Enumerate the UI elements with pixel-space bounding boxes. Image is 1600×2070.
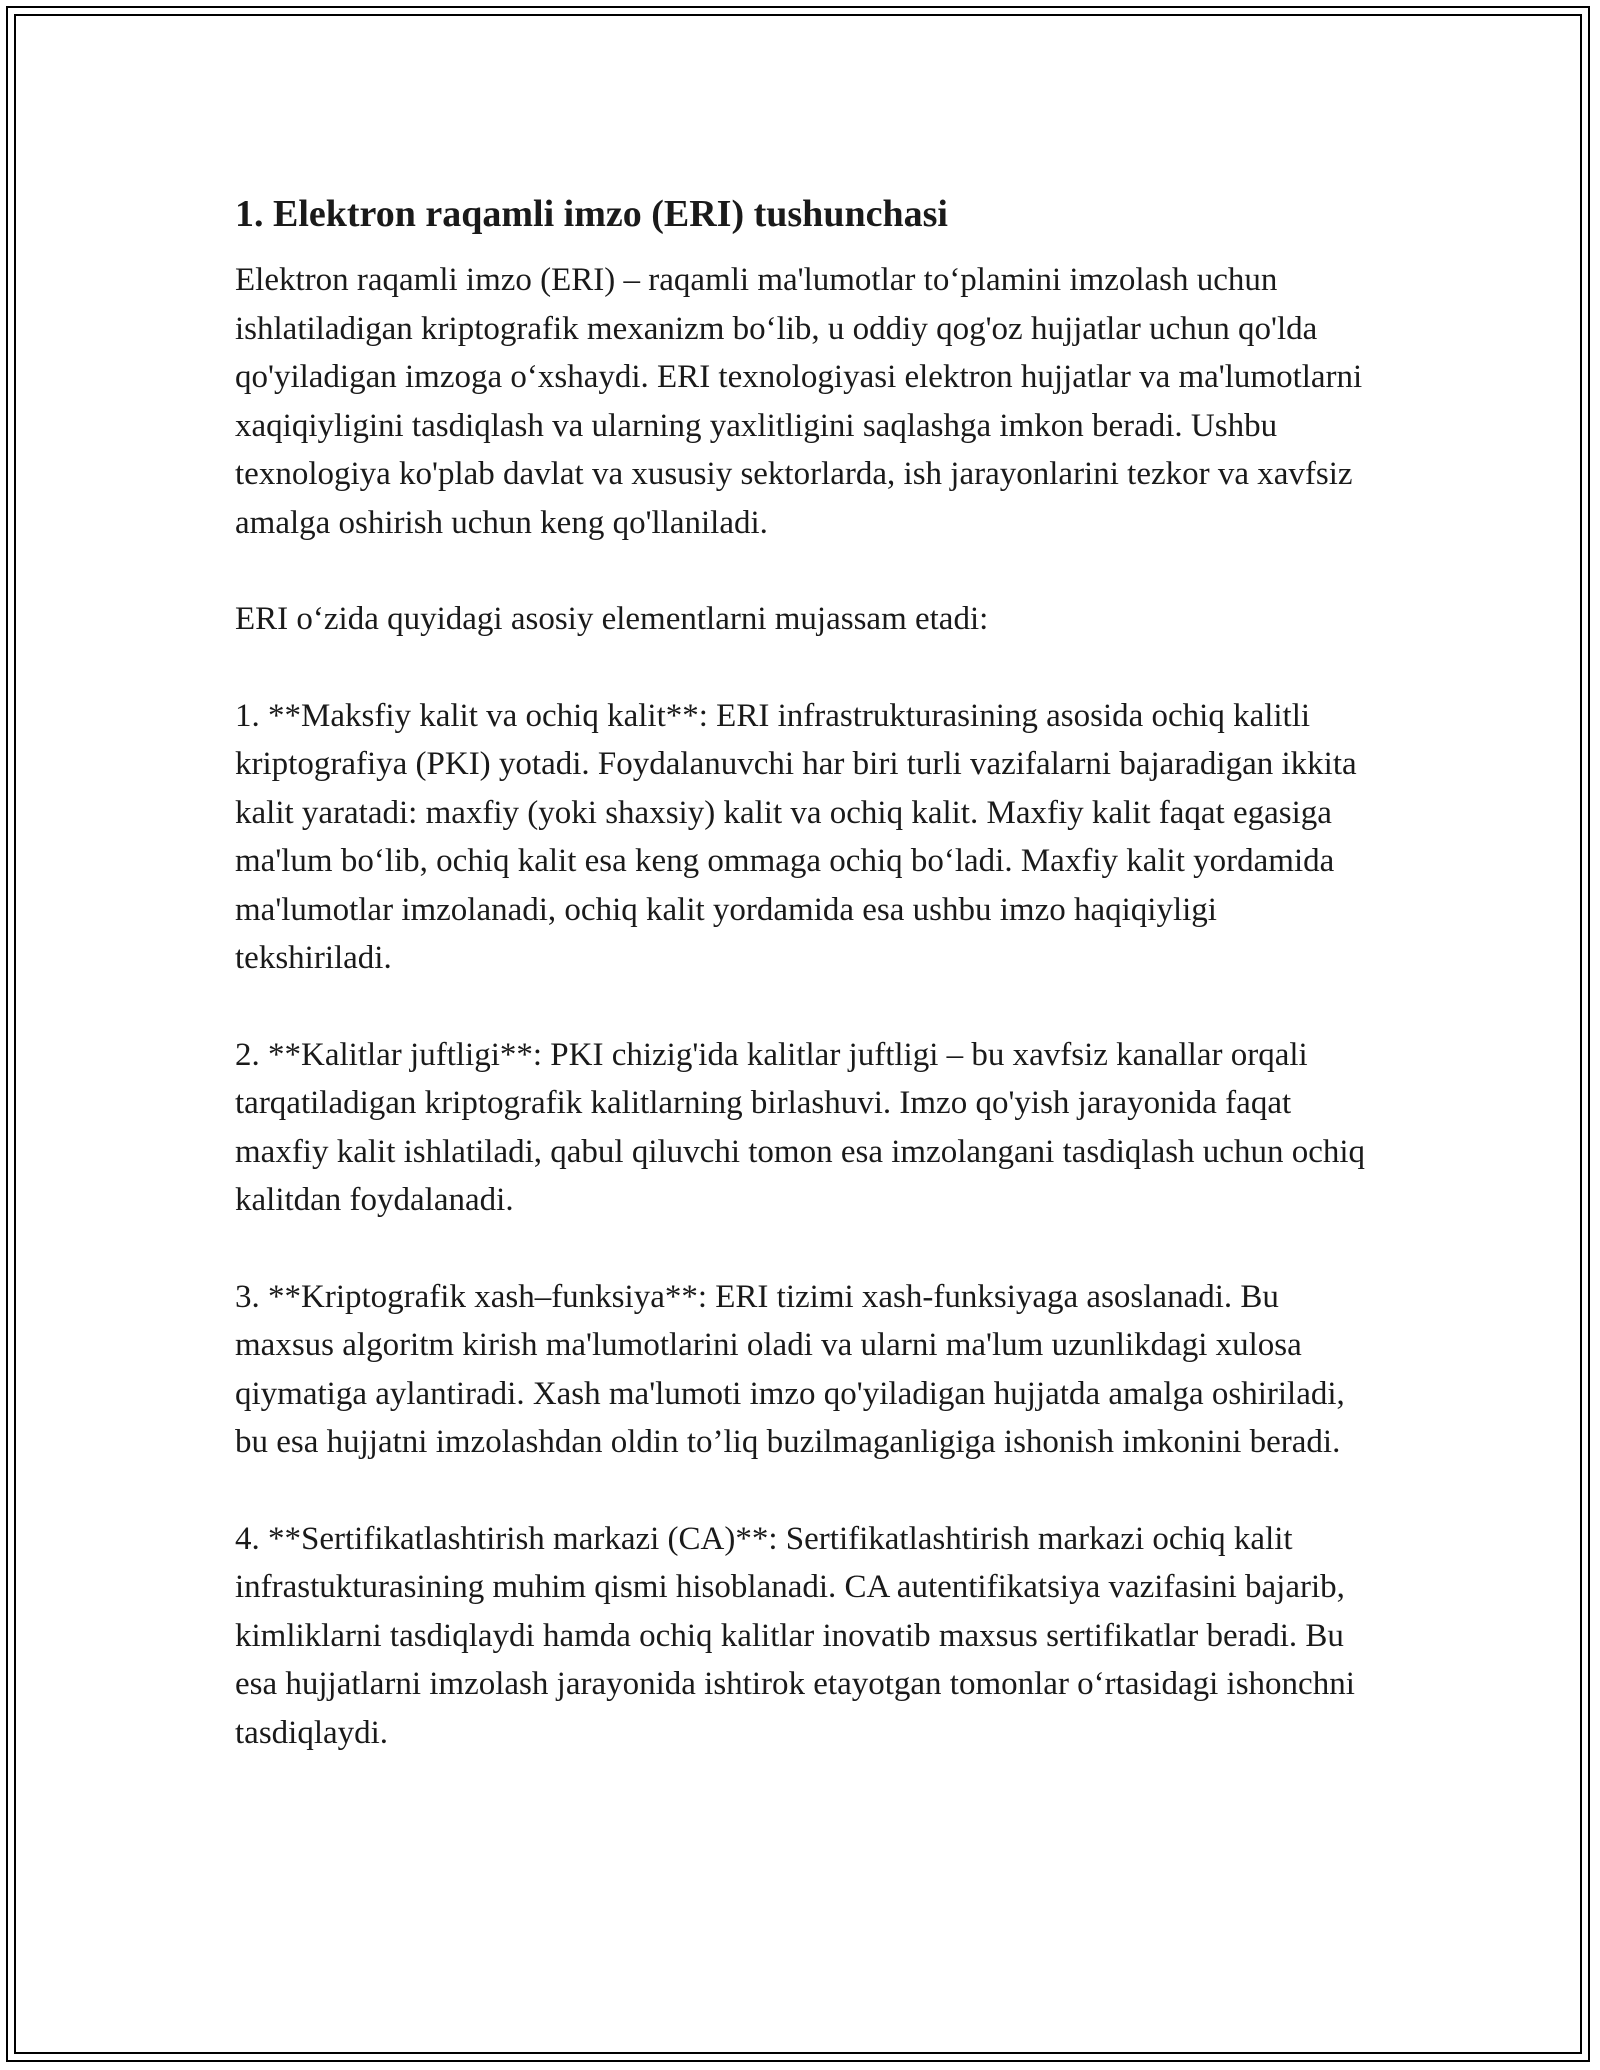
list-item-certification-authority: 4. **Sertifikatlashtirish markazi (CA)**: Sertifikatlashtirish markazi ochiq kalit infrastukturasining muhim qismi hisoblanadi. CA autentifikatsiya vazifasini bajarib, kimliklarni tasdiqlaydi hamda ochiq kalitlar inovatib maxsus sertifikatlar beradi. Bu esa hujjatlarni imzolash jarayonida ishtirok etayotgan tomonlar o‘rtasidagi ishonchni tasdiqlaydi. <box>235 1520 1355 1751</box>
elements-intro-paragraph: ERI o‘zida quyidagi asosiy elementlarni mujassam etadi: <box>235 601 989 637</box>
document-body <box>235 190 1375 1805</box>
list-item-hash-function: 3. **Kriptografik xash–funksiya**: ERI tizimi xash-funksiyaga asoslanadi. Bu maxsus algoritm kirish ma'lumotlarini oladi va ularni ma'lum uzunlikdagi xulosa qiymatiga aylantiradi. Xash ma'lumoti imzo qo'yiladigan hujjatda amalga oshiriladi, bu esa hujjatni imzolashdan oldin to’liq buzilmaganligiga ishonish imkonini beradi. <box>235 1278 1345 1460</box>
list-item-key-pair: 2. **Kalitlar juftligi**: PKI chizig'ida kalitlar juftligi – bu xavfsiz kanallar orqali tarqatiladigan kriptografik kalitlarning birlashuvi. Imzo qo'yish jarayonida faqat maxfiy kalit ishlatiladi, qabul qiluvchi tomon esa imzolangani tasdiqlash uchun ochiq kalitdan foydalanadi. <box>235 1036 1366 1218</box>
list-item-private-public-key: 1. **Maksfiy kalit va ochiq kalit**: ERI infrastrukturasining asosida ochiq kalitli kriptografiya (PKI) yotadi. Foydalanuvchi har biri turli vazifalarni bajaradigan ikkita kalit yaratadi: maxfiy (yoki shaxsiy) kalit va ochiq kalit. Maxfiy kalit faqat egasiga ma'lum bo‘lib, ochiq kalit esa keng ommaga ochiq bo‘ladi. Maxfiy kalit yordamida ma'lumotlar imzolanadi, ochiq kalit yordamida esa ushbu imzo haqiqiyligi tekshiriladi. <box>235 697 1357 976</box>
intro-paragraph: Elektron raqamli imzo (ERI) – raqamli ma'lumotlar to‘plamini imzolash uchun ishlatiladigan kriptografik mexanizm bo‘lib, u oddiy qog'oz hujjatlar uchun qo'lda qo'yiladigan imzoga o‘xshaydi. ERI texnologiyasi elektron hujjatlar va ma'lumotlarni xaqiqiyligini tasdiqlash va ularning yaxlitligini saqlashga imkon beradi. Ushbu texnologiya ko'plab davlat va xususiy sektorlarda, ish jarayonlarini tezkor va xavfsiz amalga oshirish uchun keng qo'llaniladi. <box>235 262 1363 541</box>
section-heading: 1. Elektron raqamli imzo (ERI) tushunchasi <box>235 193 948 235</box>
